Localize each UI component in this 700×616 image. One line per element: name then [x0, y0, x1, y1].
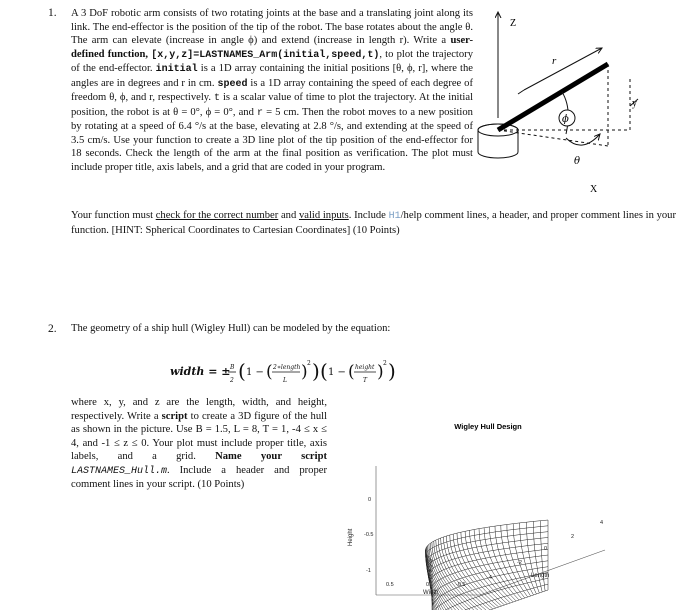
hull-station-line [450, 535, 496, 608]
svg-text:1 −: 1 − [246, 367, 264, 378]
question-1-text: A 3 DoF robotic arm consists of two rotating joints at the base and a translating joint along its link. The end-effector is the position of the tip of the robot. The base rotates about the angle θ. The arm can elevate (increase in angle ϕ) and extend (increase in length r). Write a user-defined function, [x,y,z]=LASTNAMES_Arm(initial,speed,t), to plot the trajectory of the end-effector. initial is a 1D array containing the initial positions [θ, ϕ, r], where the angles are in degrees and r in cm. speed is a 1D array containing the speed of each degree of freedom θ, ϕ, and r, respectively. t is a scalar value of time to plot the trajectory. At the initial position, the robot is at θ = 0°, ϕ = 0°, and r = 5 cm. Then the robot moves to a new position by rotating at a speed of 6.4 °/s at the base, elevating at 2.8 °/s, and extending at the speed of 3.5 cm/s. Use your function to create a 3D line plot of the tip position of the end-effector for 18 seconds. Check the length of the arm at the final position as verification. The plot must include proper title, axis labels, and a grid that are coded in your program. [71, 8, 474, 174]
length-tick-3: -2 [517, 560, 522, 566]
question-2-intro: The geometry of a ship hull (Wigley Hull) can be modeled by the equation: [71, 323, 391, 334]
svg-text:width = ±: width = ± [170, 365, 231, 378]
r-arrow [524, 48, 602, 90]
width-tick-0: 0.5 [386, 582, 394, 588]
valid-inputs-link: valid inputs [298, 210, 349, 221]
svg-text:2∗length: 2∗length [273, 364, 301, 371]
chart-title: Wigley Hull Design [454, 422, 522, 431]
hull-station-line [447, 536, 493, 609]
phi-label: ϕ [562, 114, 569, 125]
height-axis-label: Height [348, 528, 354, 546]
z-label: Z [510, 18, 517, 29]
length-tick-1: 2 [571, 534, 575, 540]
svg-text:height: height [355, 364, 375, 371]
svg-text:(: ( [320, 359, 328, 383]
z-tick-0: 0 [368, 497, 372, 503]
svg-text:B: B [230, 364, 235, 371]
equation-render [170, 355, 430, 391]
length-tick-0: 4 [600, 520, 604, 526]
theta-label: θ [574, 156, 581, 167]
question-1-requirements: Your function must check for the correct number and valid inputs. Include H1/help comment lines, a header, and proper comment lines in your function. [HINT: Spherical Coordinates to Cartesian Coordinates] (10 Points) [71, 210, 676, 236]
x-label: X [590, 184, 598, 195]
hull-waterline [430, 549, 548, 589]
svg-text:2: 2 [230, 377, 234, 384]
question-1-number: 1. [48, 7, 57, 19]
svg-text:(: ( [238, 359, 246, 383]
z-tick-2: -1 [366, 568, 371, 574]
svg-text:(: ( [348, 362, 355, 382]
svg-text:2: 2 [307, 360, 311, 367]
robot-arm-figure [470, 6, 660, 206]
hull-surface-mesh [425, 520, 548, 610]
width-tick-2: -0.5 [456, 582, 466, 588]
svg-text:(: ( [266, 362, 273, 382]
length-axis-label: Length [531, 573, 550, 579]
length-tick-4: -4 [487, 575, 492, 581]
hull-waterline [426, 526, 548, 566]
function-signature: [x,y,z]=LASTNAMES_Arm(initial,speed,t) [151, 49, 380, 61]
svg-text:): ) [388, 359, 396, 383]
width-tick-1: 0 [426, 582, 430, 588]
check-number-link: check for the correct number [155, 210, 279, 221]
length-tick-2: 0 [544, 546, 548, 552]
z-tick-1: -0.5 [364, 532, 374, 538]
svg-text:T: T [363, 377, 368, 384]
svg-text:1 −: 1 − [328, 367, 346, 378]
r-label: r [552, 55, 557, 67]
y-label: y [632, 98, 637, 109]
svg-text:L: L [283, 377, 287, 384]
svg-text:): ) [312, 359, 320, 383]
script-file-name: LASTNAMES_Hull.m [71, 465, 168, 477]
svg-text:): ) [377, 362, 384, 382]
wigley-hull-plot [330, 410, 660, 610]
svg-text:2: 2 [383, 360, 387, 367]
question-2-text: where x, y, and z are the length, width, and height, respectively. Write a script to create a 3D figure of the hull as shown in the picture. Use B = 1.5, L = 8, T = 1, -4 ≤ x ≤ 4, and -1 ≤ z ≤ 0. Your plot must include proper title, axis labels, and a grid. Name your script LASTNAMES_Hull.m. Include a header and proper comment lines in your script. (10 Points) [71, 397, 328, 491]
wigley-equation [170, 355, 430, 394]
hull-station-line [436, 540, 482, 610]
question-2-number: 2. [48, 323, 57, 335]
width-axis-label: Width [423, 590, 439, 596]
svg-text:): ) [301, 362, 308, 382]
